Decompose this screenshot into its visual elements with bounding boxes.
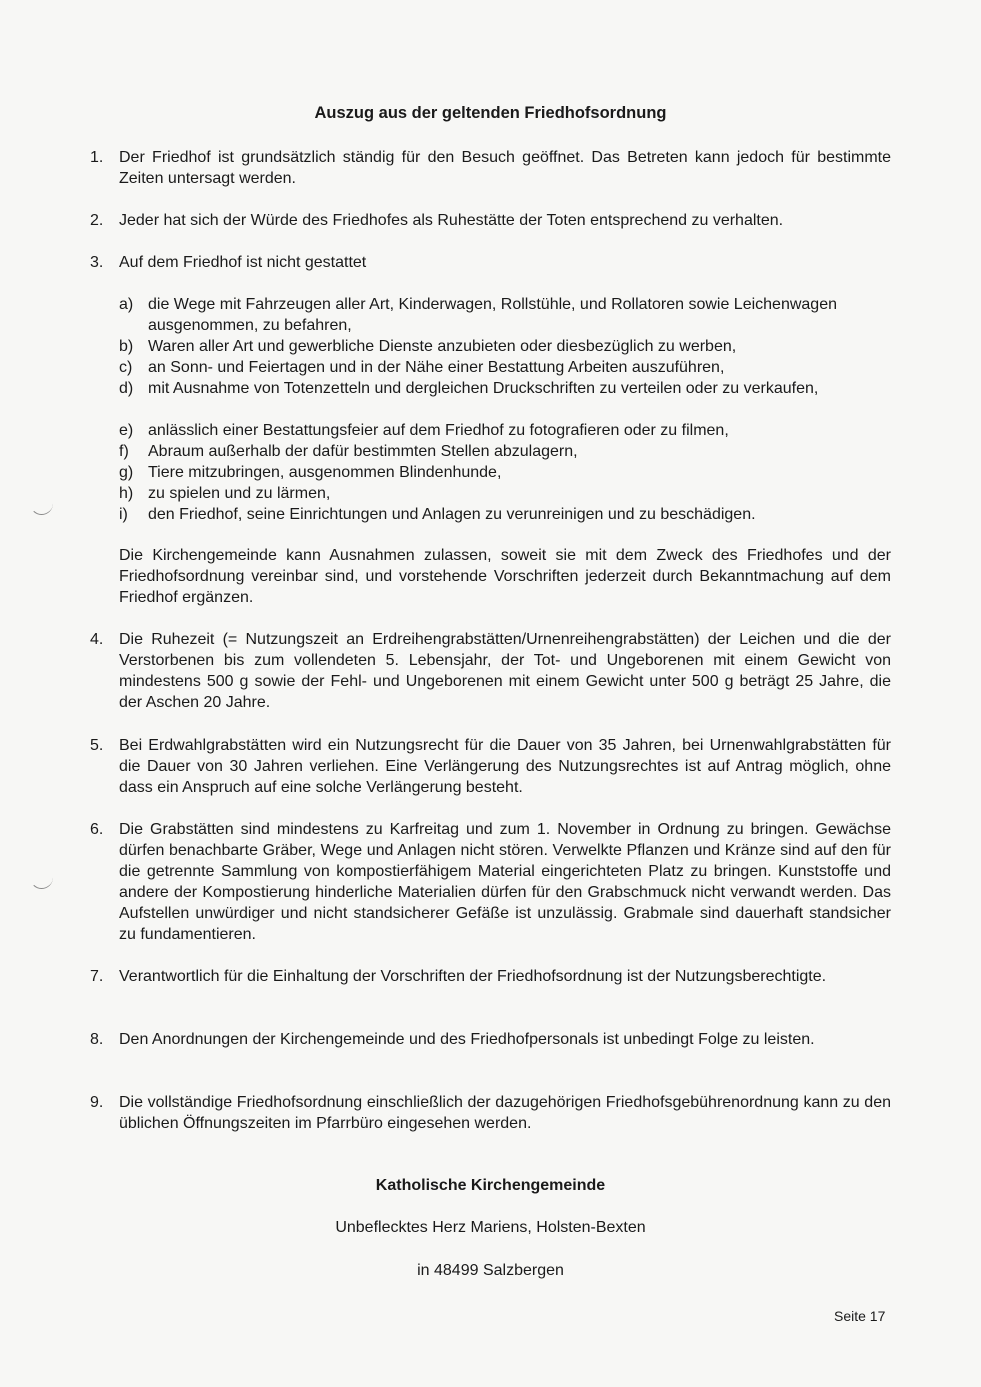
- subitem-letter: i): [119, 506, 128, 523]
- item-text: Die Grabstätten sind mindestens zu Karfreitag und zum 1. November in Ordnung zu bringen. Gewächse dürfen benachbarte Gräber, Wege und Anlagen nicht stören. Verwelkte Pflanzen und Kränze sind auf den für die getrennte Sammlung von kompostierfähigem Material eingerichteten Platz zu bringen. Kunststoffe und andere der Kompostierung hinderliche Materialien dürfen für den Grabschmuck nicht verwandt werden. Das Aufstellen unwürdiger und nicht standsicherer Gefäße ist unzulässig. Grabmale sind dauerhaft standsicher zu fundamentieren.: [119, 821, 891, 943]
- subitem-text: die Wege mit Fahrzeugen aller Art, Kinderwagen, Rollstühle, und Rollatoren sowie Leichenwagen ausgenommen, zu befahren,: [148, 296, 837, 334]
- item-text: Verantwortlich für die Einhaltung der Vorschriften der Friedhofsordnung ist der Nutzungsberechtigte.: [119, 968, 827, 985]
- item-number: 5.: [90, 737, 104, 754]
- scan-mark: [30, 866, 53, 889]
- footer-place: in 48499 Salzbergen: [417, 1262, 564, 1279]
- subitem-text: zu spielen und zu lärmen,: [148, 485, 331, 502]
- subitem-letter: d): [119, 380, 134, 397]
- subitem-text: mit Ausnahme von Totenzetteln und dergleichen Druckschriften zu verteilen oder zu verkaufen,: [148, 380, 819, 397]
- scan-mark: [30, 492, 53, 515]
- item-number: 7.: [90, 968, 104, 985]
- document-title: Auszug aus der geltenden Friedhofsordnung: [314, 104, 667, 122]
- subitem-letter: e): [119, 422, 134, 439]
- footer-organization: Katholische Kirchengemeinde: [375, 1177, 606, 1194]
- item-text: Der Friedhof ist grundsätzlich ständig für den Besuch geöffnet. Das Betreten kann jedoch für bestimmte Zeiten untersagt werden.: [119, 149, 891, 187]
- subitem-text: Waren aller Art und gewerbliche Dienste anzubieten oder diesbezüglich zu werben,: [148, 338, 737, 355]
- item-text: Den Anordnungen der Kirchengemeinde und des Friedhofpersonals ist unbedingt Folge zu leisten.: [119, 1031, 815, 1048]
- exception-paragraph: Die Kirchengemeinde kann Ausnahmen zulassen, soweit sie mit dem Zweck des Friedhofes und der Friedhofsordnung vereinbar sind, und vorstehende Vorschriften jederzeit durch Bekanntmachung auf dem Friedhof ergänzen.: [119, 547, 891, 606]
- page-number: Seite 17: [834, 1308, 886, 1324]
- item-number: 2.: [90, 212, 104, 229]
- item-number: 4.: [90, 631, 104, 648]
- subitem-letter: a): [119, 296, 134, 313]
- subitem-letter: c): [119, 359, 133, 376]
- item-text: Jeder hat sich der Würde des Friedhofes als Ruhestätte der Toten entsprechend zu verhalten.: [119, 212, 784, 229]
- subitem-text: Tiere mitzubringen, ausgenommen Blindenhunde,: [148, 464, 502, 481]
- item-text: Bei Erdwahlgrabstätten wird ein Nutzungsrecht für die Dauer von 35 Jahren, bei Urnenwahlgrabstätten für die Dauer von 30 Jahren verliehen. Eine Verlängerung des Nutzungsrechtes ist auf Antrag möglich, ohne dass ein Anspruch auf eine solche Verlängerung besteht.: [119, 737, 891, 796]
- subitem-text: an Sonn- und Feiertagen und in der Nähe einer Bestattung Arbeiten auszuführen,: [148, 359, 725, 376]
- item-number: 1.: [90, 149, 104, 166]
- item-text: Die Ruhezeit (= Nutzungszeit an Erdreihengrabstätten/Urnenreihengrabstätten) der Leichen und die der Verstorbenen bis zum vollendeten 5. Lebensjahr, der Tot- und Ungeborenen mit einem Gewicht von mindestens 500 g sowie der Fehl- und Ungeborenen mit einem Gewicht unter 500 g beträgt 25 Jahre, die der Aschen 20 Jahre.: [119, 631, 891, 711]
- item-number: 3.: [90, 254, 104, 271]
- subitem-text: Abraum außerhalb der dafür bestimmten Stellen abzulagern,: [148, 443, 578, 460]
- item-number: 8.: [90, 1031, 104, 1048]
- item-text: Die vollständige Friedhofsordnung einschließlich der dazugehörigen Friedhofsgebührenordnung kann zu den üblichen Öffnungszeiten im Pfarrbüro eingesehen werden.: [119, 1094, 891, 1132]
- subitem-letter: h): [119, 485, 134, 502]
- subitem-text: anlässlich einer Bestattungsfeier auf dem Friedhof zu fotografieren oder zu filmen,: [148, 422, 729, 439]
- subitem-text: den Friedhof, seine Einrichtungen und Anlagen zu verunreinigen und zu beschädigen.: [148, 506, 756, 523]
- item-text: Auf dem Friedhof ist nicht gestattet: [119, 254, 367, 271]
- subitem-letter: b): [119, 338, 134, 355]
- item-number: 9.: [90, 1094, 104, 1111]
- item-number: 6.: [90, 821, 104, 838]
- subitem-letter: g): [119, 464, 134, 481]
- footer-parish: Unbeflecktes Herz Mariens, Holsten-Bexten: [335, 1219, 646, 1236]
- subitem-letter: f): [119, 443, 129, 460]
